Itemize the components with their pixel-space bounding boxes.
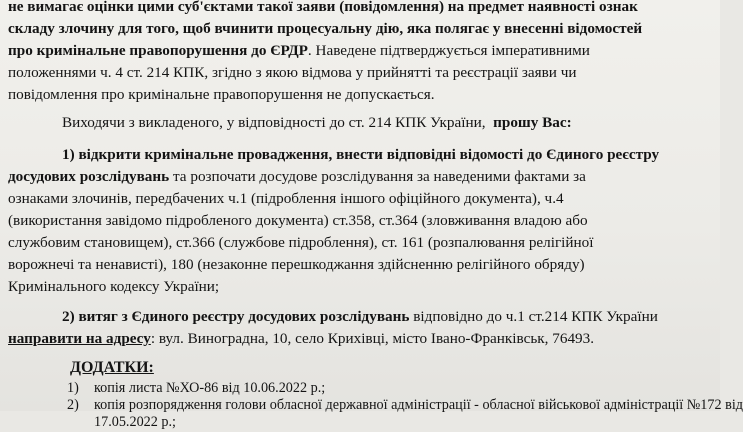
item2-line-2 xyxy=(8,329,594,349)
paragraph-top-line-4: положеннями ч. 4 ст. 214 КПК, згідно з якою відмова у прийнятті та реєстрації заяви чи xyxy=(8,64,577,81)
item1-line-4: (використання завідомо підробленого документа) ст.358, ст.364 (зловживання владою або xyxy=(8,212,588,229)
paragraph-top-line-5: повідомлення про кримінальне правопорушення не допускається. xyxy=(8,86,435,103)
item1-line-3: ознаками злочинів, передбачених ч.1 (підроблення іншого офіційного документа), ч.4 xyxy=(8,190,564,207)
item1-line-2 xyxy=(8,167,586,187)
attachments-heading: ДОДАТКИ: xyxy=(70,359,154,376)
request-intro-bold: прошу Вас: xyxy=(493,114,572,131)
attachment-item-2-number: 2) xyxy=(67,397,79,413)
attachment-item-2-text: копія розпорядження голови обласної державної адміністрації - обласної військової адміністрації №172 від xyxy=(94,397,743,413)
item1-line-5: службовим становищем), ст.366 (службове підроблення), ст. 161 (розпалювання релігійної xyxy=(8,234,594,251)
paragraph-top-line-2: складу злочину для того, щоб вчинити процесуальну дію, яка полягає у внесенні відомостей xyxy=(8,20,643,37)
item1-line-7: Кримінального кодексу України; xyxy=(8,278,220,295)
item1-line-1: 1) відкрити кримінальне провадження, внести відповідні відомості до Єдиного реєстру xyxy=(62,146,660,163)
item1-line-2-regular: та розпочати досудове розслідування за наведеними фактами за xyxy=(172,168,586,185)
request-intro xyxy=(62,113,572,133)
request-intro-text: Виходячи з викладеного, у відповідності до ст. 214 КПК України, xyxy=(62,114,486,131)
paragraph-top-line-3-bold: про кримінальне правопорушення до ЄРДР xyxy=(8,42,308,59)
paragraph-top-line-3 xyxy=(8,41,590,61)
paragraph-top-line-1: не вимагає оцінки цими суб'єктами такої заяви (повідомлення) на предмет наявності ознак xyxy=(8,0,638,15)
attachment-item-1-number: 1) xyxy=(67,380,79,396)
attachment-item-1-text: копія листа №ХО-86 від 10.06.2022 р.; xyxy=(94,380,326,396)
paragraph-top-line-3-regular: . Наведене підтверджується імперативними xyxy=(307,42,590,59)
item2-line-1-bold: 2) витяг з Єдиного реєстру досудових розслідувань xyxy=(62,308,410,325)
item2-line-1-regular: відповідно до ч.1 ст.214 КПК України xyxy=(413,308,658,325)
item2-line-2-bold-underlined: направити на адресу xyxy=(8,330,151,347)
attachment-item-2-continuation: 17.05.2022 р.; xyxy=(94,414,176,430)
item1-line-2-bold: досудових розслідувань xyxy=(8,168,170,185)
item2-line-1 xyxy=(62,307,658,327)
item1-line-6: ворожнечі та ненависті), 180 (незаконне перешкоджання здійсненню релігійного обряду) xyxy=(8,256,585,273)
item2-line-2-regular: : вул. Виноградна, 10, село Крихівці, місто Івано-Франківськ, 76493. xyxy=(150,330,595,347)
